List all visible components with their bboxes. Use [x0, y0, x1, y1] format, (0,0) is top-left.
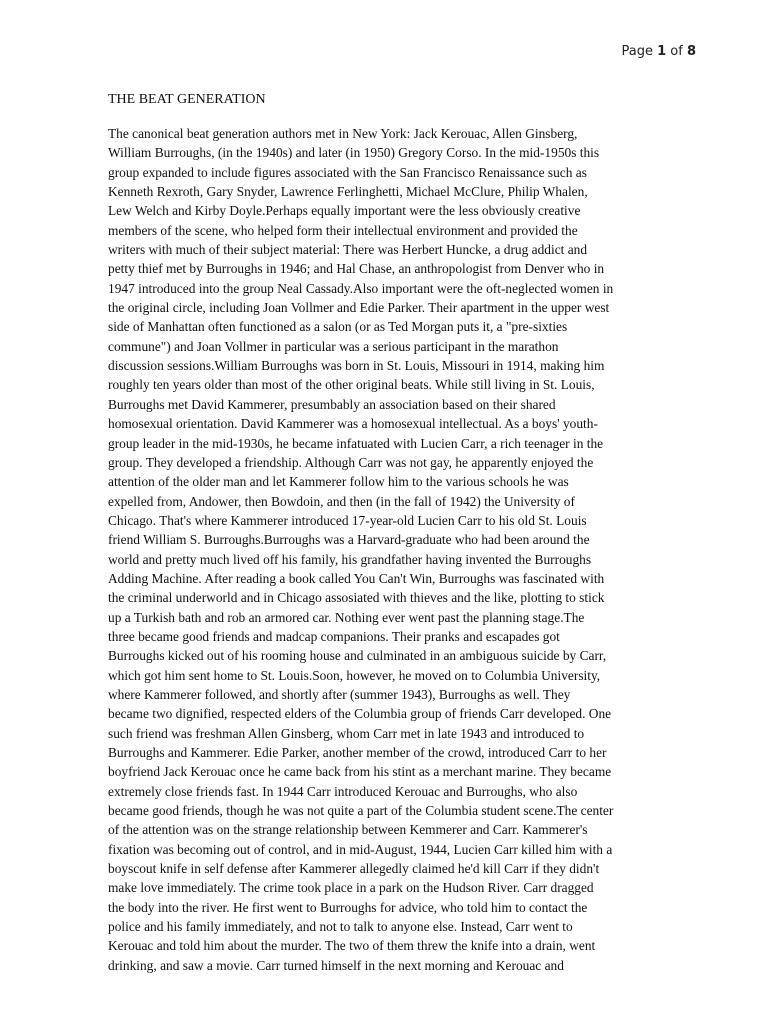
body-text-line: members of the scene, who helped form their intellectual environment and provided the — [108, 222, 578, 238]
body-text-line: side of Manhattan often functioned as a salon (or as Ted Morgan puts it, a "pre-sixties — [108, 319, 568, 335]
body-text-line: became two dignified, respected elders of the Columbia group of friends Carr developed. One — [108, 706, 612, 722]
body-text-line: of the attention was on the strange relationship between Kemmerer and Carr. Kammerer's — [108, 822, 588, 838]
body-text-line: police and his family immediately, and not to talk to anyone else. Instead, Carr went to — [108, 919, 573, 935]
body-text-line: group expanded to include figures associated with the San Francisco Renaissance such as — [108, 164, 587, 180]
body-text-line: commune") and Joan Vollmer in particular was a serious participant in the marathon — [108, 338, 559, 354]
body-text-line: The canonical beat generation authors met in New York: Jack Kerouac, Allen Ginsberg, — [108, 126, 578, 141]
body-text-line: up a Turkish bath and rob an armored car. Nothing ever went past the planning stage.The — [108, 609, 585, 625]
body-text-line: discussion sessions.William Burroughs was born in St. Louis, Missouri in 1914, making him — [108, 358, 605, 374]
body-text-line: writers with much of their subject material: There was Herbert Huncke, a drug addict and — [108, 242, 588, 258]
page-counter-total: 8 — [686, 44, 696, 59]
body-text-line: extremely close friends fast. In 1944 Carr introduced Kerouac and Burroughs, who also — [108, 783, 578, 799]
body-text-line: make love immediately. The crime took place in a park on the Hudson River. Carr dragged — [108, 880, 594, 896]
body-text-line: where Kammerer followed, and shortly after (summer 1943), Burroughs as well. They — [108, 686, 571, 702]
body-text-line: Kenneth Rexroth, Gary Snyder, Lawrence Ferlinghetti, Michael McClure, Philip Whalen, — [108, 184, 588, 200]
body-text-line: Adding Machine. After reading a book called You Can't Win, Burroughs was fascinated with — [108, 570, 605, 586]
body-text-line: Lew Welch and Kirby Doyle.Perhaps equally important were the less obviously creative — [108, 203, 581, 219]
body-text-line: roughly ten years older than most of the other original beats. While still living in St. Louis, — [108, 377, 595, 393]
body-text-line: became good friends, though he was not quite a part of the Columbia student scene.The center — [108, 803, 614, 819]
document-body — [108, 124, 708, 975]
body-text-line: Burroughs and Kammerer. Edie Parker, another member of the crowd, introduced Carr to her — [108, 745, 607, 760]
body-text-line: friend William S. Burroughs.Burroughs was a Harvard-graduate who had been around the — [108, 532, 590, 548]
body-text-line: world and pretty much lived off his family, his grandfather having invented the Burroughs — [108, 551, 592, 567]
page-counter-prefix: Page — [621, 44, 658, 59]
document-title: THE BEAT GENERATION — [108, 92, 266, 107]
body-text-line: Burroughs kicked out of his rooming house and culminated in an ambiguous suicide by Carr, — [108, 648, 607, 664]
body-text-line: which got him sent home to St. Louis.Soon, however, he moved on to Columbia University, — [108, 667, 601, 683]
body-text-line: William Burroughs, (in the 1940s) and later (in 1950) Gregory Corso. In the mid-1950s this — [108, 145, 600, 161]
body-text-line: such friend was freshman Allen Ginsberg, whom Carr met in late 1943 and introduced to — [108, 725, 585, 741]
body-text-line: attention of the older man and let Kammerer follow him to the various schools he was — [108, 474, 569, 490]
body-text-line: petty thief met by Burroughs in 1946; and Hal Chase, an anthropologist from Denver who in — [108, 261, 605, 277]
body-text-line: 1947 introduced into the group Neal Cassady.Also important were the oft-neglected women in — [108, 280, 614, 296]
body-text-line: Kerouac and told him about the murder. The two of them threw the knife into a drain, went — [108, 938, 596, 954]
body-text-line: homosexual orientation. David Kammerer was a homosexual intellectual. As a boys' youth- — [108, 416, 598, 432]
body-text-line: expelled from, Andower, then Bowdoin, and then (in the fall of 1942) the University of — [108, 493, 575, 509]
body-text-line: boyscout knife in self defense after Kammerer allegedly claimed he'd kill Carr if they didn't — [108, 861, 600, 877]
page-counter-separator: of — [666, 44, 687, 59]
page-counter — [622, 44, 697, 59]
page-counter-current: 1 — [657, 44, 667, 59]
body-text-line: Chicago. That's where Kammerer introduced 17-year-old Lucien Carr to his old St. Louis — [108, 512, 587, 528]
body-text-line: the body into the river. He first went to Burroughs for advice, who told him to contact the — [108, 899, 588, 915]
body-text-line: the original circle, including Joan Vollmer and Edie Parker. Their apartment in the upper west — [108, 300, 610, 316]
body-text-line: the criminal underworld and in Chicago assosiated with thieves and the like, plotting to stick — [108, 590, 605, 606]
body-text-line: drinking, and saw a movie. Carr turned himself in the next morning and Kerouac and — [108, 957, 564, 973]
body-text-line: group leader in the mid-1930s, he became infatuated with Lucien Carr, a rich teenager in the — [108, 435, 604, 451]
body-text-line: Burroughs met David Kammerer, presumbably an association based on their shared — [108, 396, 556, 412]
body-text-line: fixation was becoming out of control, and in mid-August, 1944, Lucien Carr killed him with a — [108, 841, 613, 857]
body-text-line: boyfriend Jack Kerouac once he came back from his stint as a merchant marine. They became — [108, 764, 612, 780]
body-text-line: three became good friends and madcap companions. Their pranks and escapades got — [108, 628, 560, 644]
body-text-line: group. They developed a friendship. Although Carr was not gay, he apparently enjoyed the — [108, 454, 594, 470]
